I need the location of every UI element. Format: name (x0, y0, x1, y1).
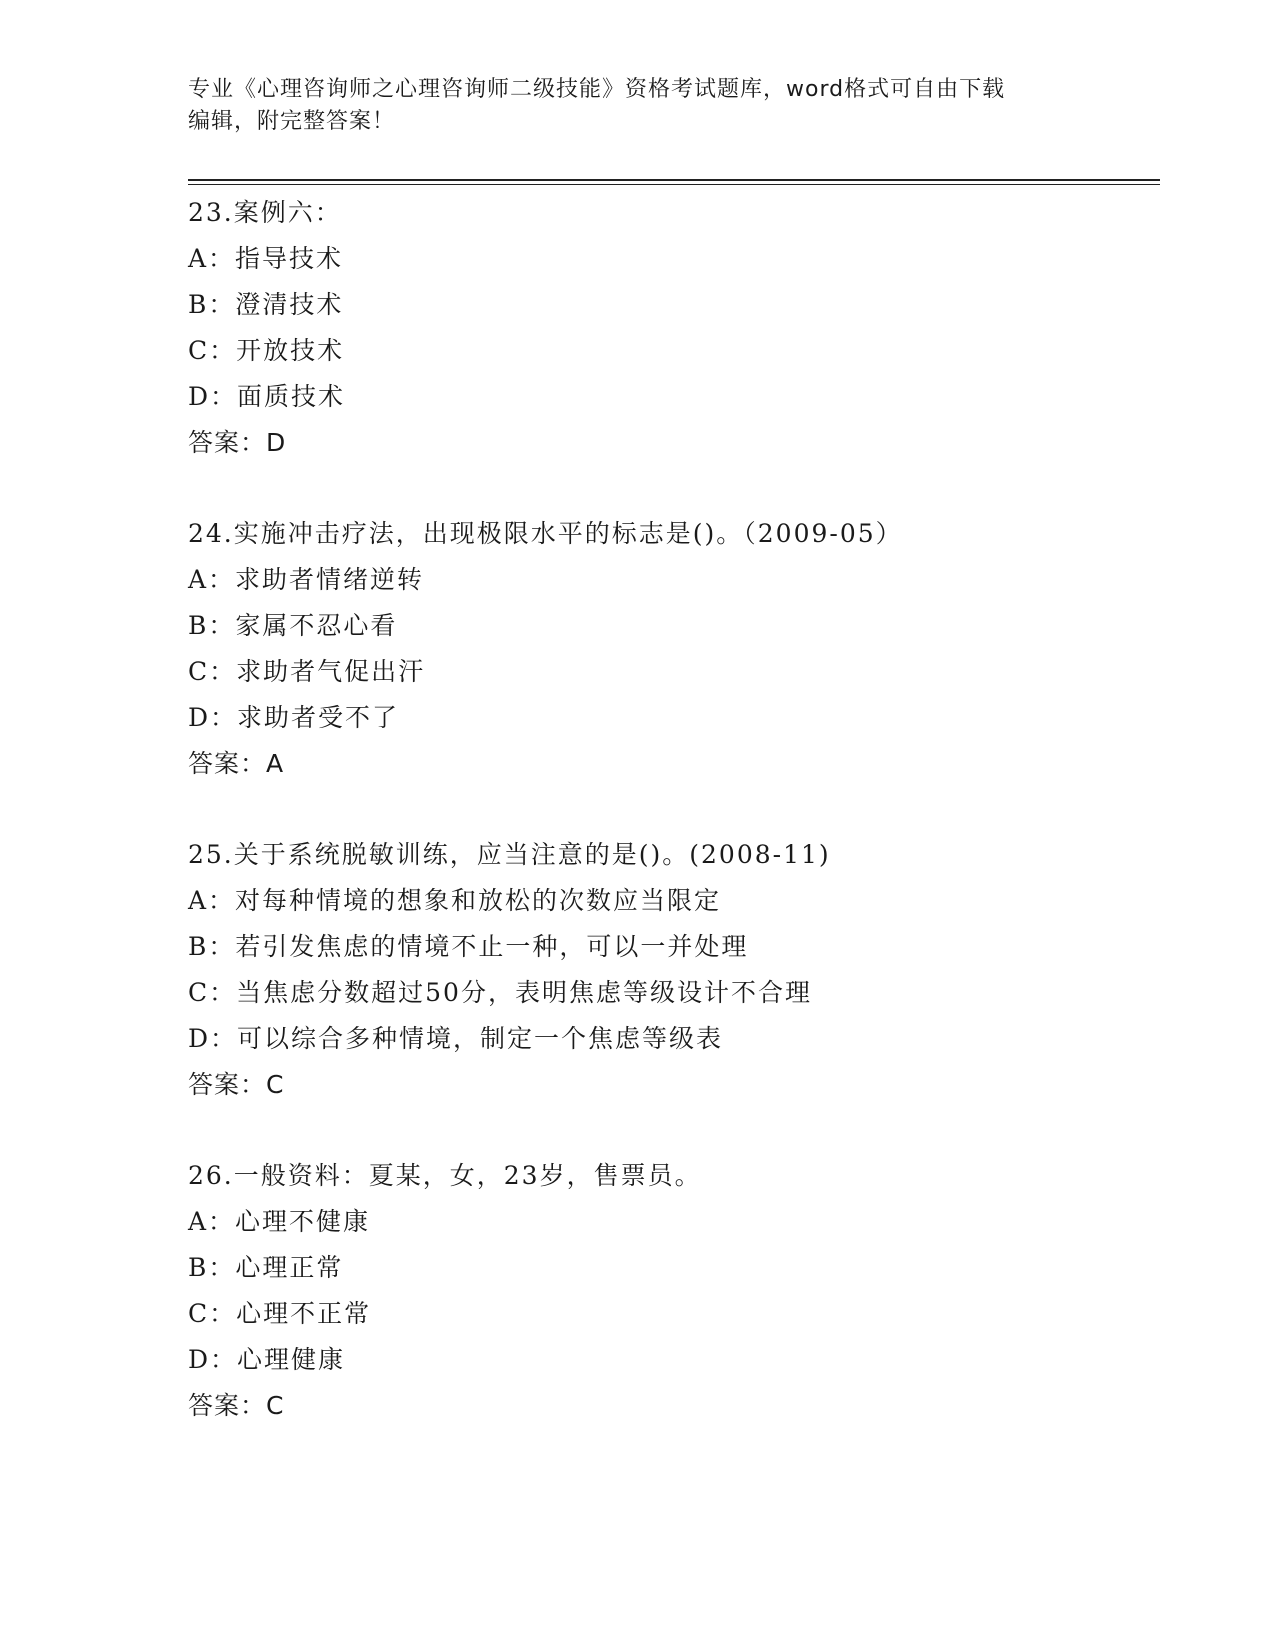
option-b: B：澄清技术 (188, 290, 344, 319)
option-c: C：心理不正常 (188, 1299, 372, 1328)
answer-line: 答案：C (188, 1070, 285, 1099)
option-c: C：求助者气促出汗 (188, 657, 426, 686)
option-d: D：可以综合多种情境，制定一个焦虑等级表 (188, 1024, 724, 1053)
answer-line: 答案：C (188, 1391, 285, 1420)
option-a: A：指导技术 (188, 244, 344, 273)
answer-line: 答案：D (188, 428, 287, 457)
question-23 (188, 190, 1168, 466)
option-b: B：家属不忍心看 (188, 611, 398, 640)
question-spacer (188, 466, 1168, 511)
question-stem: 23.案例六： (188, 198, 342, 227)
question-list (188, 190, 1168, 1429)
option-a: A：求助者情绪逆转 (188, 565, 425, 594)
document-header (188, 74, 1088, 138)
header-divider-thin (188, 184, 1160, 185)
option-c: C：当焦虑分数超过50分，表明焦虑等级设计不合理 (188, 978, 812, 1007)
option-d: D：求助者受不了 (188, 703, 400, 732)
question-stem: 26.一般资料：夏某，女，23岁，售票员。 (188, 1161, 702, 1190)
option-b: B：若引发焦虑的情境不止一种，可以一并处理 (188, 932, 749, 961)
question-stem: 25.关于系统脱敏训练，应当注意的是()。(2008-11) (188, 840, 831, 869)
header-line-1: 专业《心理咨询师之心理咨询师二级技能》资格考试题库，word格式可自由下载 (188, 77, 1006, 102)
question-spacer (188, 787, 1168, 832)
answer-line: 答案：A (188, 749, 285, 778)
option-a: A：对每种情境的想象和放松的次数应当限定 (188, 886, 722, 915)
option-c: C：开放技术 (188, 336, 345, 365)
question-spacer (188, 1108, 1168, 1153)
question-26 (188, 1153, 1168, 1429)
option-a: A：心理不健康 (188, 1207, 371, 1236)
option-d: D：心理健康 (188, 1345, 346, 1374)
question-25 (188, 832, 1168, 1108)
option-d: D：面质技术 (188, 382, 346, 411)
option-b: B：心理正常 (188, 1253, 344, 1282)
header-divider-thick (188, 179, 1160, 181)
question-stem: 24.实施冲击疗法，出现极限水平的标志是()。（2009-05） (188, 519, 903, 548)
question-24 (188, 511, 1168, 787)
header-line-2: 编辑，附完整答案！ (188, 109, 396, 134)
